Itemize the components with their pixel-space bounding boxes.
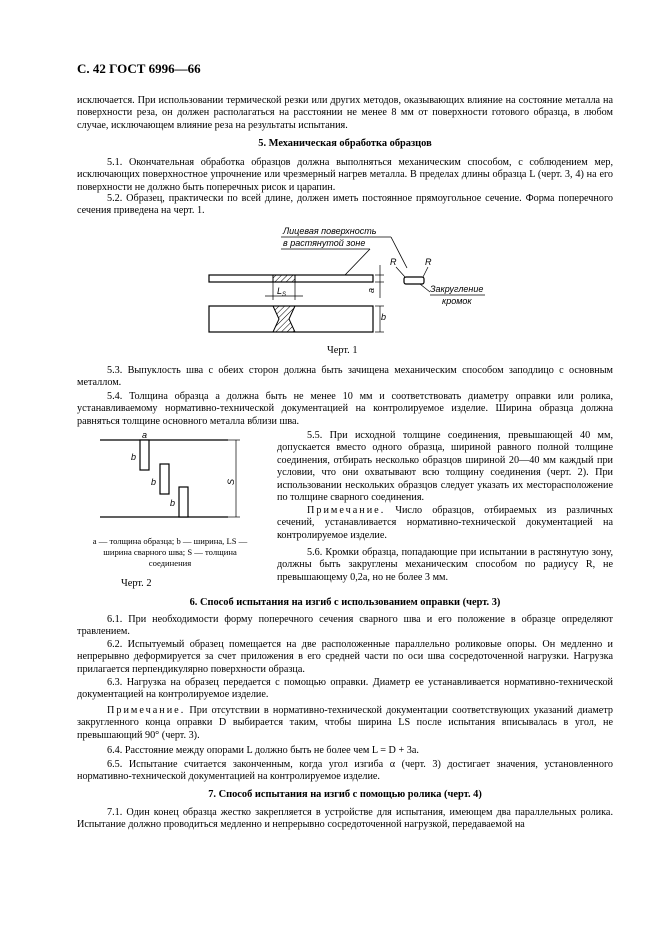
paragraph-6-4: 6.4. Расстояние между опорами L должно быть не более чем L = D + 3a. [107, 745, 419, 756]
paragraph-6-3: 6.3. Нагрузка на образец передается с помощью оправки. Диаметр ее устанавливается нормативно-технической документацией на контролируемое изделие. [77, 677, 613, 701]
page-header: С. 42 ГОСТ 6996—66 [77, 61, 201, 76]
fig1-round-label-1: Закругление [430, 284, 484, 294]
section-6-heading: 6. Способ испытания на изгиб с использованием оправки (черт. 3) [189, 597, 501, 608]
fig2-s-label: S [226, 478, 236, 485]
paragraph-6-5: 6.5. Испытание считается законченным, когда угол изгиба α (черт. 3) достигает значения, установленного нормативно-технической документацией на контролируемое изделие. [77, 759, 613, 783]
fig2-specimen-2 [160, 464, 169, 494]
paragraph-5-3: 5.3. Выпуклость шва с обеих сторон должна быть зачищена механическим способом заподлицо с основным металлом. [77, 365, 613, 389]
paragraph-5-5: 5.5. При исходной толщине соединения, превышающей 40 мм, допускается вместо одного образца, шириной равного полной толщине соединения, отбирать несколько образцов шириной 20—40 мм каждый при условии, что они охватывают всю толщину соединения (черт. 2). При использовании нескольких образцов следует указать их месторасположение по толщине сварного соединения. [277, 430, 613, 504]
paragraph-5-4: 5.4. Толщина образца a должна быть не менее 10 мм и соответствовать диаметру оправки или ролика, устанавливаемому нормативно-технической документацией на контролируемое изделие. Ширина образца должна равняться толщине основного металла вблизи шва. [77, 391, 613, 427]
paragraph-intro: исключается. При использовании термической резки или других методов, оказывающих влияние на состояние металла на поверхности реза, он должен располагаться на расстоянии не менее 8 мм от поверхности готового образца, в любом случае, исключающем влияние реза на результаты испытания. [77, 95, 613, 131]
note-5-label: Примечание. [307, 505, 386, 516]
fig1-face-label-2: в растянутой зоне [283, 238, 366, 248]
note-5-text: Число образцов, отбираемых из различных сечений, устанавливается нормативно-технической документацией на контролируемое изделие. [277, 505, 614, 541]
paragraph-6-2: 6.2. Испытуемый образец помещается на две расположенные параллельно роликовые опоры. Он медленно и непрерывно деформируется за счет приложения в его средней части по оси шва сосредоточенной нагрузки. Нагрузка прилагается перпендикулярно поверхности образца. [77, 639, 613, 675]
fig1-r1-label: R [390, 257, 397, 267]
fig1-a-label: a [366, 287, 376, 293]
fig2-b3-label: b [170, 498, 176, 508]
paragraph-6-1: 6.1. При необходимости форму поперечного сечения сварного шва и его положение в образце определяют травлением. [77, 614, 613, 638]
fig1-b-label: b [381, 312, 387, 322]
fig1-round-label-2: кромок [442, 296, 472, 306]
section-7-heading: 7. Способ испытания на изгиб с помощью ролика (черт. 4) [208, 789, 482, 800]
figure-1-drawing [195, 220, 505, 344]
paragraph-7-1: 7.1. Один конец образца жестко закрепляется в устройстве для испытания, имеющем два параллельных ролика. Испытание должно проводиться медленно и непрерывно сосредоточенной нагрузкой, передаваемой на [77, 807, 613, 831]
figure-1-caption: Черт. 1 [327, 345, 358, 356]
fig1-weld-zone [273, 275, 295, 282]
figure-2-caption: Черт. 2 [121, 578, 152, 589]
fig1-ls-label: $L_S$ [277, 286, 287, 298]
paragraph-5-1: 5.1. Окончательная обработка образцов должна выполняться механическим способом, с соблюдением мер, исключающих поверхностное упрочнение или чрезмерный нагрев металла. В пределах длины образца L (черт. 3, 4) на его поверхности не должно быть поперечных рисок и царапин. [77, 157, 613, 193]
fig2-b2-label: b [151, 477, 157, 487]
figure-2-legend: a — толщина образца; b — ширина, LS — ширина сварного шва; S — толщина соединения [92, 536, 248, 568]
note-5 [277, 505, 613, 542]
fig2-a-label: a [142, 432, 148, 440]
note-6-text: При отсутствии в нормативно-технической документации соответствующих указаний диаметр закругленного конца оправки D выбирается таким, чтобы ширина LS после испытания вписывалась в угол, не превышающий 90° (черт. 3). [77, 705, 614, 741]
note-6-label: Примечание. [107, 705, 186, 716]
paragraph-5-2: 5.2. Образец, практически по всей длине, должен иметь постоянное прямоугольное сечение. Форма поперечного сечения приведена на черт. 1. [77, 193, 613, 217]
paragraph-5-6: 5.6. Кромки образца, попадающие при испытании в растянутую зону, должны быть закруглены механическим способом по радиусу R, не превышающему 0,2a, но не более 3 мм. [277, 547, 613, 583]
figure-2-drawing [100, 432, 250, 524]
fig1-r2-label: R [425, 257, 432, 267]
fig1-cross-section [404, 277, 424, 284]
fig2-b1-label: b [131, 452, 137, 462]
fig1-face-label-1: Лицевая поверхность [283, 226, 377, 236]
fig2-specimen-3 [179, 487, 188, 517]
note-6 [77, 705, 613, 742]
fig2-specimen-1 [140, 440, 149, 470]
section-5-heading: 5. Механическая обработка образцов [258, 138, 432, 149]
